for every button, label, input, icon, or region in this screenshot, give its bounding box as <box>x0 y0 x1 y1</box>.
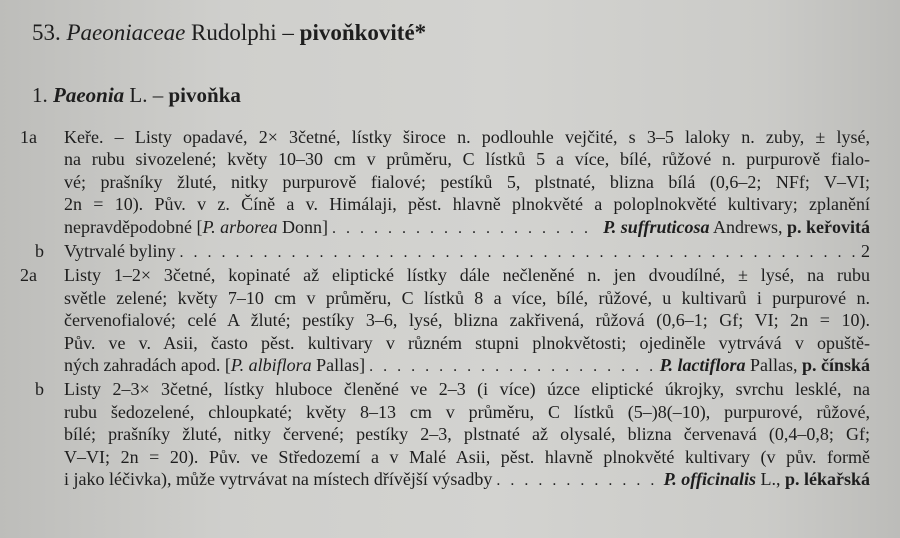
key-line: Listy 2–3× 3četné, lístky hluboce členěné ve 2–3 (i více) úzce eliptické úkrojky, svrchu lesklé, na <box>64 379 870 400</box>
genus-czech-name: pivoňka <box>168 83 241 107</box>
species-name: P. suffruticosa <box>603 216 710 237</box>
key-entry-1a <box>20 126 870 240</box>
synonym-author: Pallas] <box>311 355 366 376</box>
key-line-result <box>64 216 870 240</box>
key-entry-2a <box>20 264 870 378</box>
key-line: vé; prašníky žluté, nitky purpurově fialové; pestíků 5, plstnaté, blizna bílá (0,6–2; NFf; V–VI; <box>64 171 870 192</box>
key-line: rubu šedozelené, chloupkaté; květy 8–13 cm v průměru, C lístků (5–)8(–10), purpurové, růžové, <box>64 401 870 422</box>
species-name: P. officinalis <box>663 469 756 490</box>
species-author: Andrews, <box>709 216 787 237</box>
family-name: Paeoniaceae <box>66 20 186 45</box>
key-line-result <box>64 468 870 492</box>
genus-author: L. – <box>129 83 164 107</box>
genus-heading <box>32 83 241 108</box>
family-czech-name: pivoňkovité* <box>299 20 427 45</box>
key-line: Pův. ve v. Asii, často pěst. kultivary v různém stupni plnokvětosti; ojediněle vytrvává v opuště- <box>64 332 870 353</box>
leader-dots <box>332 218 599 240</box>
species-name: P. lactiflora <box>659 355 746 376</box>
key-line: Listy 1–2× 3četné, kopinaté až eliptické lístky dále nečleněné n. jen dvoudílné, ± lysé, na rubu <box>64 265 870 286</box>
key-line: bílé; prašníky žluté, nitky červené; pestíky 2–3, plstnaté až olysalé, blizna červenavá (0,4–0,8; Gf; <box>64 424 870 445</box>
key-line: na rubu sivozelené; květy 10–30 cm v průměru, C lístků 5 a více, bílé, růžové n. purpurově fialo- <box>64 149 870 170</box>
key-line: červenofialové; celé A žluté; pestíky 3–6, lysé, blizna zakřivená, růžová (0,6–1; Gf; VI; 2n = 10). <box>64 310 870 331</box>
key-line: V–VI; 2n = 20). Pův. ve Středozemí a v Malé Asii, pěst. hlavně plnokvěté kultivary (v pův. formě <box>64 446 870 467</box>
species-author: L., <box>755 469 785 490</box>
leader-dots <box>496 470 659 492</box>
key-entry-1b <box>20 240 870 264</box>
leader-dots <box>179 242 857 264</box>
species-czech-name: p. lékařská <box>784 469 870 490</box>
key-entry-2b <box>20 378 870 492</box>
key-lead: b <box>35 241 44 262</box>
genus-name: Paeonia <box>53 83 125 107</box>
species-czech-name: p. čínská <box>801 355 870 376</box>
species-czech-name: p. keřovitá <box>787 216 870 237</box>
family-number: 53. <box>32 20 61 45</box>
key-text: i jako léčivka), může vytrvávat na místech dřívější výsadby <box>64 469 493 490</box>
species-author: Pallas, <box>745 355 802 376</box>
genus-number: 1. <box>32 83 48 107</box>
key-line-result <box>64 240 870 264</box>
key-line-result <box>64 354 870 378</box>
synonym: P. albiflora <box>230 355 312 376</box>
key-lead: 2a <box>20 265 37 286</box>
key-reference: 2 <box>861 241 870 262</box>
bleed-through-text <box>610 8 614 28</box>
key-lead: b <box>35 379 44 400</box>
key-line: světle zelené; květy 7–10 cm v průměru, C lístků 8 a více, bílé, růžové, u kultivarů i purpurové n. <box>64 287 870 308</box>
key-line: 2n = 10). Pův. v z. Číně a v. Himálaji, pěst. hlavně plnokvěté a poloplnokvěté kultivary; zplanění <box>64 194 870 215</box>
key-text: nepravděpodobné [ <box>64 216 203 237</box>
family-heading <box>32 20 426 46</box>
key-line: Keře. – Listy opadavé, 2× 3četné, lístky široce n. podlouhle vejčité, s 3–5 laloky n. zuby, ± lysé, <box>64 127 870 147</box>
leader-dots <box>369 356 656 378</box>
identification-key <box>20 126 870 493</box>
key-text: Vytrvalé byliny <box>64 241 176 262</box>
family-author: Rudolphi – <box>191 20 294 45</box>
key-lead: 1a <box>20 127 37 147</box>
key-text: ných zahradách apod. [ <box>64 355 231 376</box>
synonym-author: Donn] <box>277 216 328 237</box>
synonym: P. arborea <box>202 216 278 237</box>
